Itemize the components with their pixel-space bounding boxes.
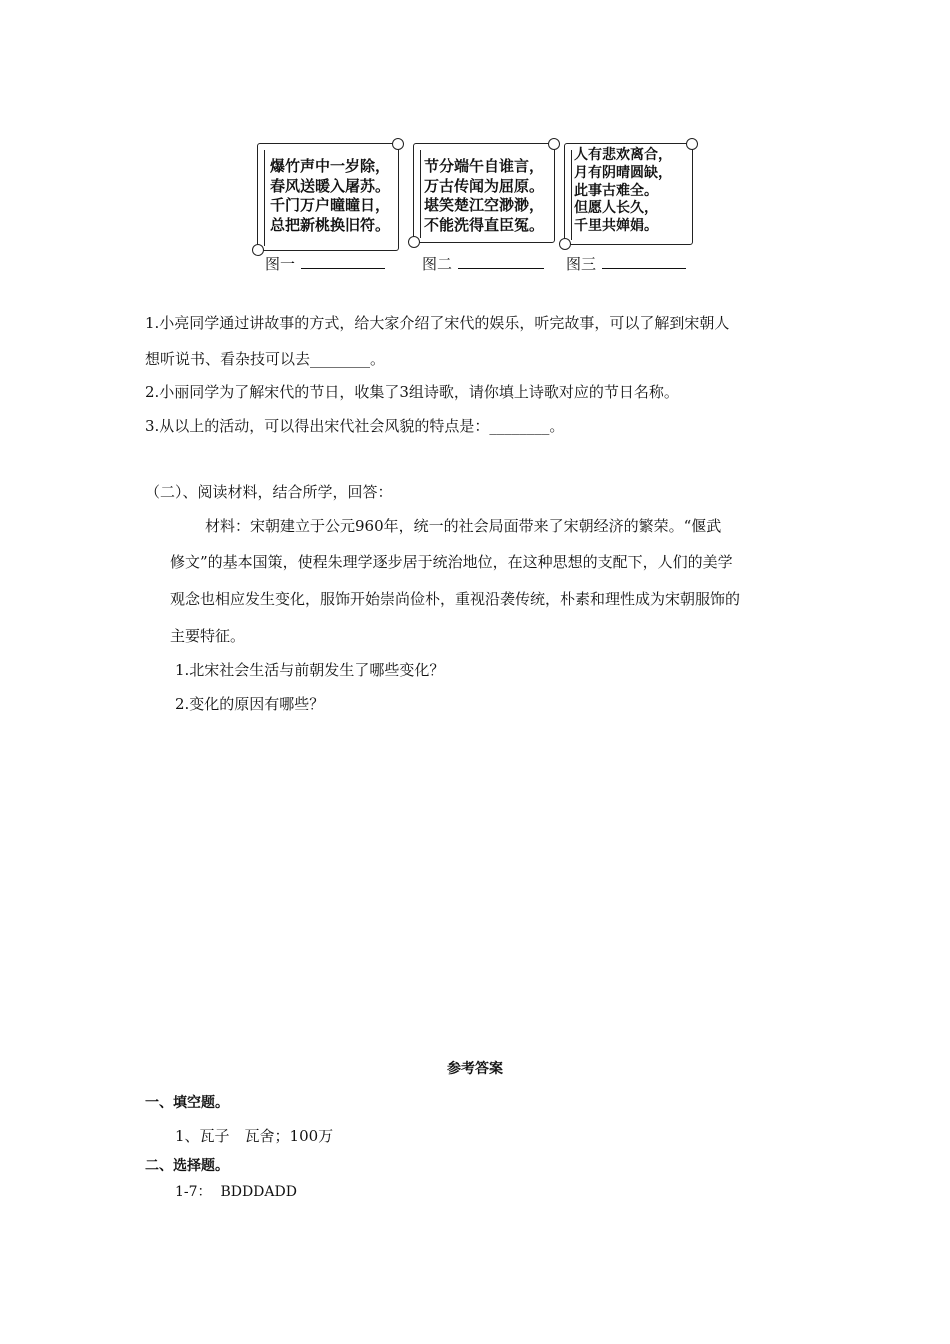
material-line: 观念也相应发生变化，服饰开始崇尚俭朴，重视沿袭传统，朴素和理性成为宋朝服饰的 bbox=[170, 590, 741, 608]
material-line: 主要特征。 bbox=[170, 627, 246, 645]
answers-part-1-heading: 一、填空题。 bbox=[145, 1095, 229, 1111]
poem-1 bbox=[270, 157, 390, 235]
scroll-curl-icon bbox=[559, 238, 571, 250]
question-1-line-1: 1.小亮同学通过讲故事的方式，给大家介绍了宋代的娱乐，听完故事，可以了解到宋朝人 bbox=[145, 314, 730, 332]
poem-line: 人有悲欢离合， bbox=[574, 147, 672, 163]
poem-line: 爆竹声中一岁除， bbox=[270, 157, 391, 175]
section-2-question-1: 1.北宋社会生活与前朝发生了哪些变化？ bbox=[175, 661, 445, 679]
answers-title: 参考答案 bbox=[447, 1061, 503, 1077]
section-2-heading: （二）、阅读材料，结合所学，回答： bbox=[145, 483, 393, 501]
poem-line: 春风送暖入屠苏。 bbox=[270, 176, 391, 195]
answers-part-1-answer: 1、瓦子 瓦舍；100万 bbox=[175, 1127, 334, 1145]
poem-line: 堪笑楚江空渺渺， bbox=[424, 196, 545, 214]
figure-label-2: 图二 bbox=[422, 253, 544, 274]
figure-label-3: 图三 bbox=[566, 253, 686, 274]
material-line: 修文”的基本国策，使程朱理学逐步居于统治地位，在这种思想的支配下，人们的美学 bbox=[170, 553, 733, 571]
answer-blank[interactable] bbox=[602, 256, 686, 269]
question-2: 2.小丽同学为了解宋代的节日，收集了3组诗歌，请你填上诗歌对应的节日名称。 bbox=[145, 383, 679, 401]
poem-line: 此事古难全。 bbox=[574, 182, 658, 199]
material-line: 材料：宋朝建立于公元960年，统一的社会局面带来了宋朝经济的繁荣。“偃武 bbox=[205, 517, 722, 535]
scroll-curl-icon bbox=[548, 138, 560, 150]
figure-label-1: 图一 bbox=[265, 253, 385, 274]
poem-line: 但愿人长久， bbox=[574, 200, 658, 217]
scroll-curl-icon bbox=[392, 138, 404, 150]
answer-blank[interactable] bbox=[301, 256, 385, 269]
poem-line: 千里共婵娟。 bbox=[574, 218, 658, 235]
answers-part-2-heading: 二、选择题。 bbox=[145, 1158, 229, 1174]
poem-line: 不能洗得直臣冤。 bbox=[424, 215, 545, 234]
poem-3 bbox=[574, 147, 672, 236]
question-1-line-2: 想听说书、看杂技可以去________。 bbox=[145, 350, 386, 368]
question-3: 3.从以上的活动，可以得出宋代社会风貌的特点是：________。 bbox=[145, 417, 565, 435]
poem-line: 千门万户曈曈日， bbox=[270, 196, 391, 214]
answers-part-2-answer: 1-7： BDDDADD bbox=[175, 1184, 297, 1200]
poem-line: 月有阴晴圆缺， bbox=[574, 164, 672, 181]
poem-line: 万古传闻为屈原。 bbox=[424, 176, 545, 195]
poem-2 bbox=[424, 157, 544, 235]
scroll-curl-icon bbox=[686, 138, 698, 150]
scroll-curl-icon bbox=[408, 236, 420, 248]
poem-line: 总把新桃换旧符。 bbox=[270, 215, 391, 234]
answer-blank[interactable] bbox=[458, 256, 544, 269]
scroll-curl-icon bbox=[252, 244, 264, 256]
poem-line: 节分端午自谁言， bbox=[424, 157, 545, 175]
section-2-question-2: 2.变化的原因有哪些？ bbox=[175, 695, 325, 713]
